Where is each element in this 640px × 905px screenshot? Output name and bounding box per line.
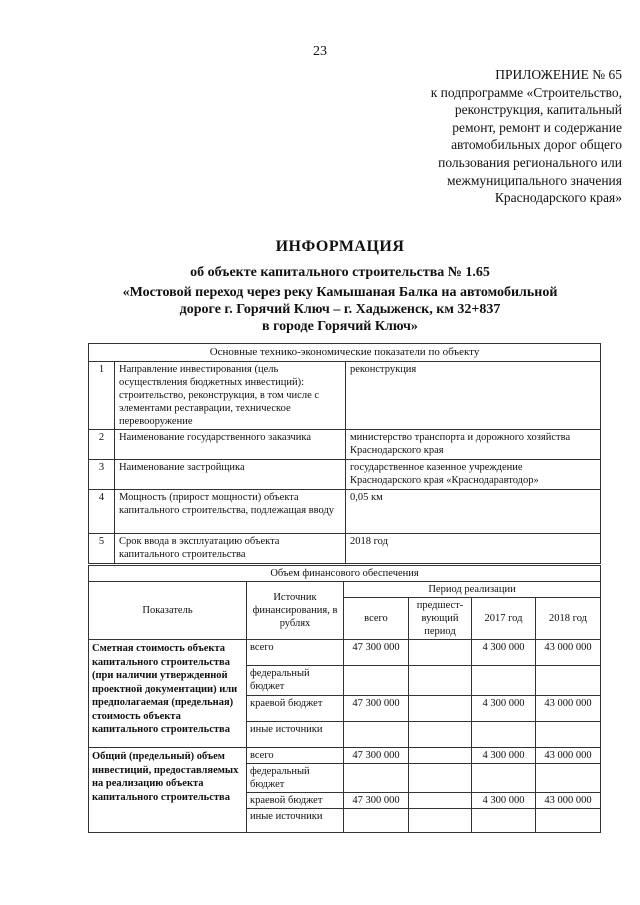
column-header-source: Источник финансирования, в рублях — [247, 582, 344, 640]
table-header-row — [89, 566, 601, 582]
table-row — [89, 430, 601, 460]
column-header-total: всего — [344, 598, 409, 640]
table-row — [89, 534, 601, 564]
total-cell — [344, 809, 409, 833]
row-value: 2018 год — [346, 534, 601, 564]
row-label: Наименование застройщика — [115, 460, 346, 490]
appendix-line: межмуниципального значения — [446, 172, 622, 188]
year-2018-cell: 43 000 000 — [536, 748, 601, 764]
year-2018-cell — [536, 722, 601, 748]
year-2017-cell: 4 300 000 — [472, 748, 536, 764]
table-row — [89, 748, 601, 764]
row-number: 3 — [89, 460, 115, 490]
row-number: 5 — [89, 534, 115, 564]
source-cell: федеральный бюджет — [247, 666, 344, 696]
table-header: Объем финансового обеспечения — [89, 566, 601, 582]
total-cell: 47 300 000 — [344, 748, 409, 764]
row-number: 1 — [89, 362, 115, 430]
previous-cell — [409, 793, 472, 809]
row-number: 4 — [89, 490, 115, 534]
total-cell — [344, 764, 409, 793]
source-cell: краевой бюджет — [247, 793, 344, 809]
table-row — [89, 490, 601, 534]
table-row — [89, 362, 601, 430]
year-2017-cell: 4 300 000 — [472, 696, 536, 722]
appendix-line: Краснодарского края» — [494, 190, 622, 206]
row-value: 0,05 км — [346, 490, 601, 534]
appendix-line: пользования регионального или — [438, 154, 622, 170]
column-header-period: Период реализации — [344, 582, 601, 598]
year-2017-cell — [472, 722, 536, 748]
previous-cell — [409, 640, 472, 666]
source-cell: всего — [247, 640, 344, 666]
previous-cell — [409, 722, 472, 748]
year-2018-cell: 43 000 000 — [536, 696, 601, 722]
total-cell: 47 300 000 — [344, 640, 409, 666]
source-cell: иные источники — [247, 809, 344, 833]
total-cell — [344, 666, 409, 696]
previous-cell — [409, 666, 472, 696]
source-cell: федеральный бюджет — [247, 764, 344, 793]
technical-indicators-table — [88, 343, 601, 564]
total-cell — [344, 722, 409, 748]
year-2017-cell: 4 300 000 — [472, 793, 536, 809]
column-header-2017: 2017 год — [472, 598, 536, 640]
document-heading — [60, 236, 620, 335]
year-2017-cell: 4 300 000 — [472, 640, 536, 666]
year-2017-cell — [472, 666, 536, 696]
source-cell: иные источники — [247, 722, 344, 748]
column-header-row — [89, 582, 601, 598]
column-header-indicator: Показатель — [89, 582, 247, 640]
row-label: Срок ввода в эксплуатацию объекта капитального строительства — [115, 534, 346, 564]
total-cell: 47 300 000 — [344, 696, 409, 722]
page-number: 23 — [313, 44, 327, 59]
previous-cell — [409, 748, 472, 764]
row-label: Мощность (прирост мощности) объекта капитального строительства, подлежащая вводу — [115, 490, 346, 534]
year-2018-cell — [536, 809, 601, 833]
table-header: Основные технико-экономические показатели по объекту — [89, 344, 601, 362]
appendix-title: ПРИЛОЖЕНИЕ № 65 — [495, 67, 622, 82]
object-name-line: в городе Горячий Ключ» — [262, 319, 418, 334]
row-label: Наименование государственного заказчика — [115, 430, 346, 460]
column-header-2018: 2018 год — [536, 598, 601, 640]
previous-cell — [409, 696, 472, 722]
table-row — [89, 460, 601, 490]
object-name-line: «Мостовой переход через реку Камышаная Балка на автомобильной — [122, 285, 558, 300]
table-header-row — [89, 344, 601, 362]
appendix-line: к подпрограмме «Строительство, — [430, 84, 622, 100]
previous-cell — [409, 764, 472, 793]
appendix-block — [360, 66, 622, 207]
row-value: реконструкция — [346, 362, 601, 430]
financing-table — [88, 565, 601, 833]
appendix-line: реконструкция, капитальный — [454, 102, 622, 118]
row-value: государственное казенное учреждение Краснодарского края «Краснодаравтодор» — [346, 460, 601, 490]
total-cell: 47 300 000 — [344, 793, 409, 809]
appendix-line: ремонт, ремонт и содержание — [452, 119, 622, 135]
row-label: Направление инвестирования (цель осуществления бюджетных инвестиций): строительство, реконструкция, в том числе с элементами реставрации, техническое перевооружение — [115, 362, 346, 430]
year-2017-cell — [472, 809, 536, 833]
column-header-previous: предшест-вующий период — [409, 598, 472, 640]
source-cell: всего — [247, 748, 344, 764]
table-row — [89, 640, 601, 666]
year-2018-cell: 43 000 000 — [536, 793, 601, 809]
year-2018-cell — [536, 764, 601, 793]
year-2018-cell: 43 000 000 — [536, 640, 601, 666]
document-title: ИНФОРМАЦИЯ — [275, 238, 405, 255]
document-subtitle: об объекте капитального строительства № 1.65 — [190, 265, 490, 280]
object-name-line: дороге г. Горячий Ключ – г. Хадыженск, км 32+837 — [179, 302, 501, 317]
indicator-cell: Сметная стоимость объекта капитального строительства (при наличии утвержденной проектной документации) или предполагаемая (предельная) стоимость объекта капитального строительства — [89, 640, 247, 748]
previous-cell — [409, 809, 472, 833]
year-2018-cell — [536, 666, 601, 696]
row-value: министерство транспорта и дорожного хозяйства Краснодарского края — [346, 430, 601, 460]
indicator-cell: Общий (предельный) объем инвестиций, предоставляемых на реализацию объекта капитального строительства — [89, 748, 247, 833]
appendix-line: автомобильных дорог общего — [451, 137, 622, 153]
source-cell: краевой бюджет — [247, 696, 344, 722]
row-number: 2 — [89, 430, 115, 460]
year-2017-cell — [472, 764, 536, 793]
